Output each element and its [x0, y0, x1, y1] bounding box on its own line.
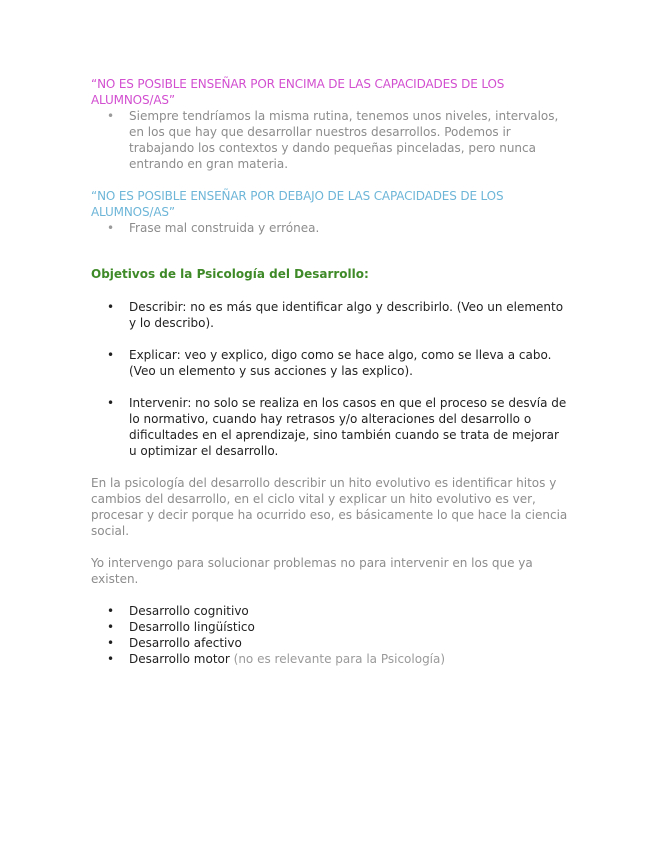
objectives-title: Objetivos de la Psicología del Desarrollo:: [91, 267, 369, 281]
list-item: • Desarrollo cognitivo: [129, 603, 569, 619]
development-list: [91, 603, 569, 667]
list-item: • Describir: no es más que identificar algo y describirlo. (Veo un elemento y lo describo).: [129, 299, 569, 331]
quote-heading-below-capacities: “NO ES POSIBLE ENSEÑAR POR DEBAJO DE LAS CAPACIDADES DE LOS ALUMNOS/AS”: [91, 189, 504, 219]
quote-heading-above-capacities: “NO ES POSIBLE ENSEÑAR POR ENCIMA DE LAS CAPACIDADES DE LOS ALUMNOS/AS”: [91, 77, 505, 107]
motor-label: Desarrollo motor: [129, 652, 230, 666]
list-item: • Frase mal construida y errónea.: [129, 220, 569, 236]
list-item: • Desarrollo lingüístico: [129, 619, 569, 635]
paragraph-describe-explain: En la psicología del desarrollo describir un hito evolutivo es identificar hitos y cambios del desarrollo, en el ciclo vital y explicar un hito evolutivo es ver, procesar y decir porque ha ocurrido eso, es básicamente lo que hace la ciencia social.: [91, 476, 568, 538]
list-item: • Desarrollo afectivo: [129, 635, 569, 651]
paragraph-intervention: Yo intervengo para solucionar problemas no para intervenir en los que ya existen.: [91, 556, 533, 586]
document-content: [91, 76, 569, 667]
list-item: • Explicar: veo y explico, digo como se hace algo, como se lleva a cabo. (Veo un elemento y sus acciones y las explico).: [129, 347, 569, 379]
list-item-motor: [129, 651, 569, 667]
quote-above-bullets: [91, 108, 569, 172]
motor-note: (no es relevante para la Psicología): [233, 652, 446, 666]
objectives-list: [91, 299, 569, 459]
quote-below-bullets: [91, 220, 569, 236]
list-item: • Siempre tendríamos la misma rutina, tenemos unos niveles, intervalos, en los que hay que desarrollar nuestros desarrollos. Podemos ir trabajando los contextos y dando pequeñas pinceladas, pero nunca entrando en gran materia.: [129, 108, 569, 172]
list-item: • Intervenir: no solo se realiza en los casos en que el proceso se desvía de lo normativo, cuando hay retrasos y/o alteraciones del desarrollo o dificultades en el aprendizaje, sino también cuando se trata de mejorar u optimizar el desarrollo.: [129, 395, 569, 459]
